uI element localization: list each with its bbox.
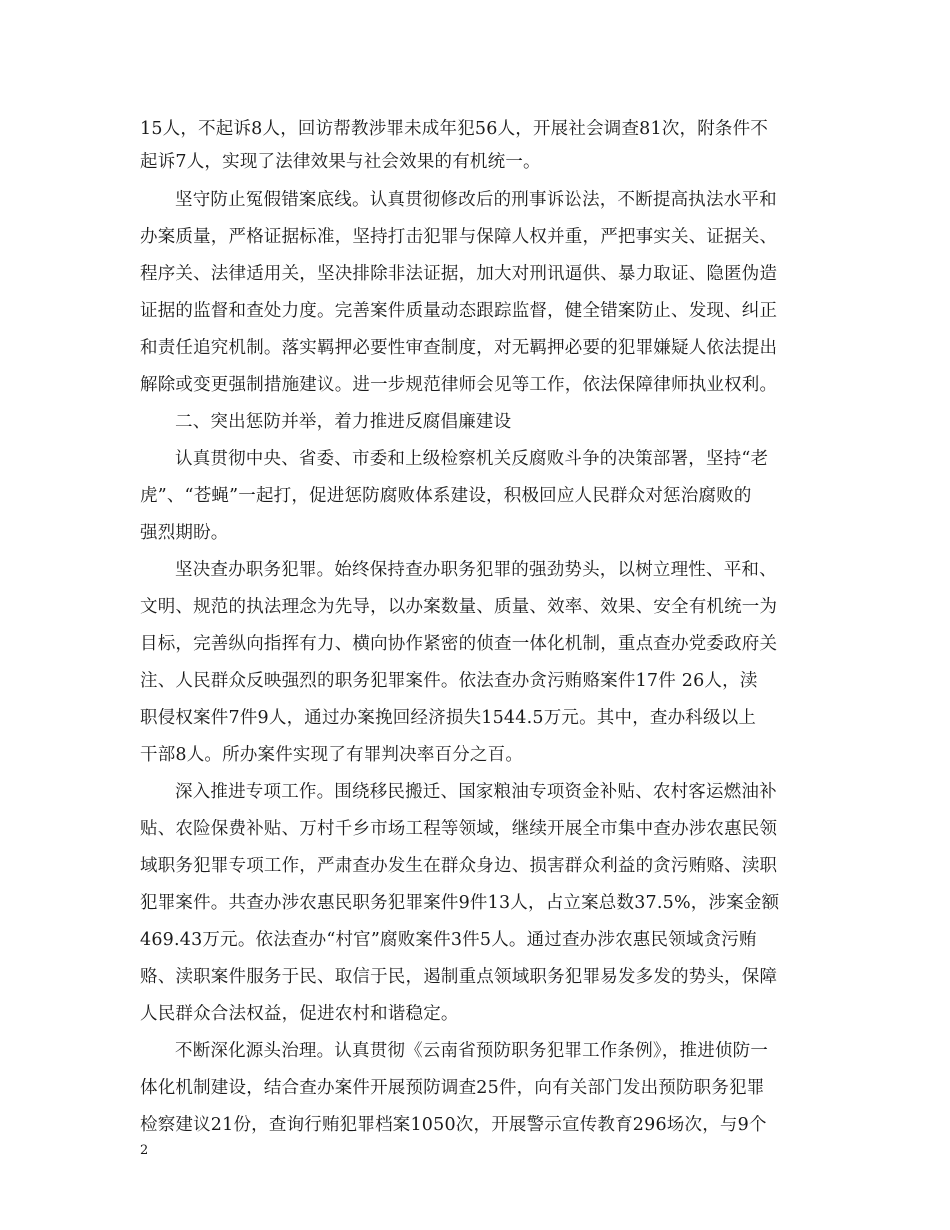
text-line: 程序关、法律适用关，坚决排除非法证据，加大对刑讯逼供、暴力取证、隐匿伪造	[140, 264, 778, 284]
text-line: 469.43万元。依法查办“村官”腐败案件3件5人。通过查办涉农惠民领域贪污贿	[140, 930, 757, 950]
text-line: 强烈期盼。	[140, 523, 229, 543]
text-line: 体化机制建设，结合查办案件开展预防调查25件，向有关部门发出预防职务犯罪	[140, 1078, 765, 1098]
text-line: 干部8人。所办案件实现了有罪判决率百分之百。	[140, 745, 524, 765]
text-line: 虎”、“苍蝇”一起打，促进惩防腐败体系建设，积极回应人民群众对惩治腐败的	[140, 486, 752, 506]
section-heading: 二、突出惩防并举，着力推进反腐倡廉建设	[175, 412, 512, 432]
text-line: 深入推进专项工作。围绕移民搬迁、国家粮油专项资金补贴、农村客运燃油补	[175, 782, 777, 802]
text-line: 和责任追究机制。落实羁押必要性审查制度，对无羁押必要的犯罪嫌疑人依法提出	[140, 338, 778, 358]
text-line: 证据的监督和查处力度。完善案件质量动态跟踪监督，健全错案防止、发现、纠正	[140, 301, 778, 321]
text-line: 域职务犯罪专项工作，严肃查办发生在群众身边、损害群众利益的贪污贿赂、渎职	[140, 856, 778, 876]
text-line: 检察建议21份，查询行贿犯罪档案1050次，开展警示宣传教育296场次，与9个	[140, 1115, 767, 1135]
text-line: 文明、规范的执法理念为先导，以办案数量、质量、效率、效果、安全有机统一为	[140, 597, 778, 617]
page-number: 2	[140, 1143, 149, 1158]
text-line: 坚决查办职务犯罪。始终保持查办职务犯罪的强劲势头，以树立理性、平和、	[175, 560, 777, 580]
text-line: 办案质量，严格证据标准，坚持打击犯罪与保障人权并重，严把事实关、证据关、	[140, 227, 778, 247]
text-line: 职侵权案件7件9人，通过办案挽回经济损失1544.5万元。其中，查办科级以上	[140, 708, 757, 728]
text-line: 15人，不起诉8人，回访帮教涉罪未成年犯56人，开展社会调查81次，附条件不	[140, 119, 769, 139]
text-line: 解除或变更强制措施建议。进一步规范律师会见等工作，依法保障律师执业权利。	[140, 375, 778, 395]
text-line: 目标，完善纵向指挥有力、横向协作紧密的侦查一体化机制，重点查办党委政府关	[140, 634, 778, 654]
text-line: 注、人民群众反映强烈的职务犯罪案件。依法查办贪污贿赂案件17件 26人，渎	[140, 671, 758, 691]
text-line: 人民群众合法权益，促进农村和谐稳定。	[140, 1004, 459, 1024]
text-line: 赂、渎职案件服务于民、取信于民，遏制重点领域职务犯罪易发多发的势头，保障	[140, 967, 778, 987]
text-line: 犯罪案件。共查办涉农惠民职务犯罪案件9件13人，占立案总数37.5%，涉案金额	[140, 893, 780, 913]
text-line: 贴、农险保费补贴、万村千乡市场工程等领域，继续开展全市集中查办涉农惠民领	[140, 819, 778, 839]
text-line: 认真贯彻中央、省委、市委和上级检察机关反腐败斗争的决策部署，坚持“老	[175, 449, 769, 469]
text-line: 坚守防止冤假错案底线。认真贯彻修改后的刑事诉讼法，不断提高执法水平和	[175, 190, 777, 210]
text-line: 不断深化源头治理。认真贯彻《云南省预防职务犯罪工作条例》，推进侦防一	[175, 1041, 769, 1061]
text-line: 起诉7人，实现了法律效果与社会效果的有机统一。	[140, 152, 541, 172]
